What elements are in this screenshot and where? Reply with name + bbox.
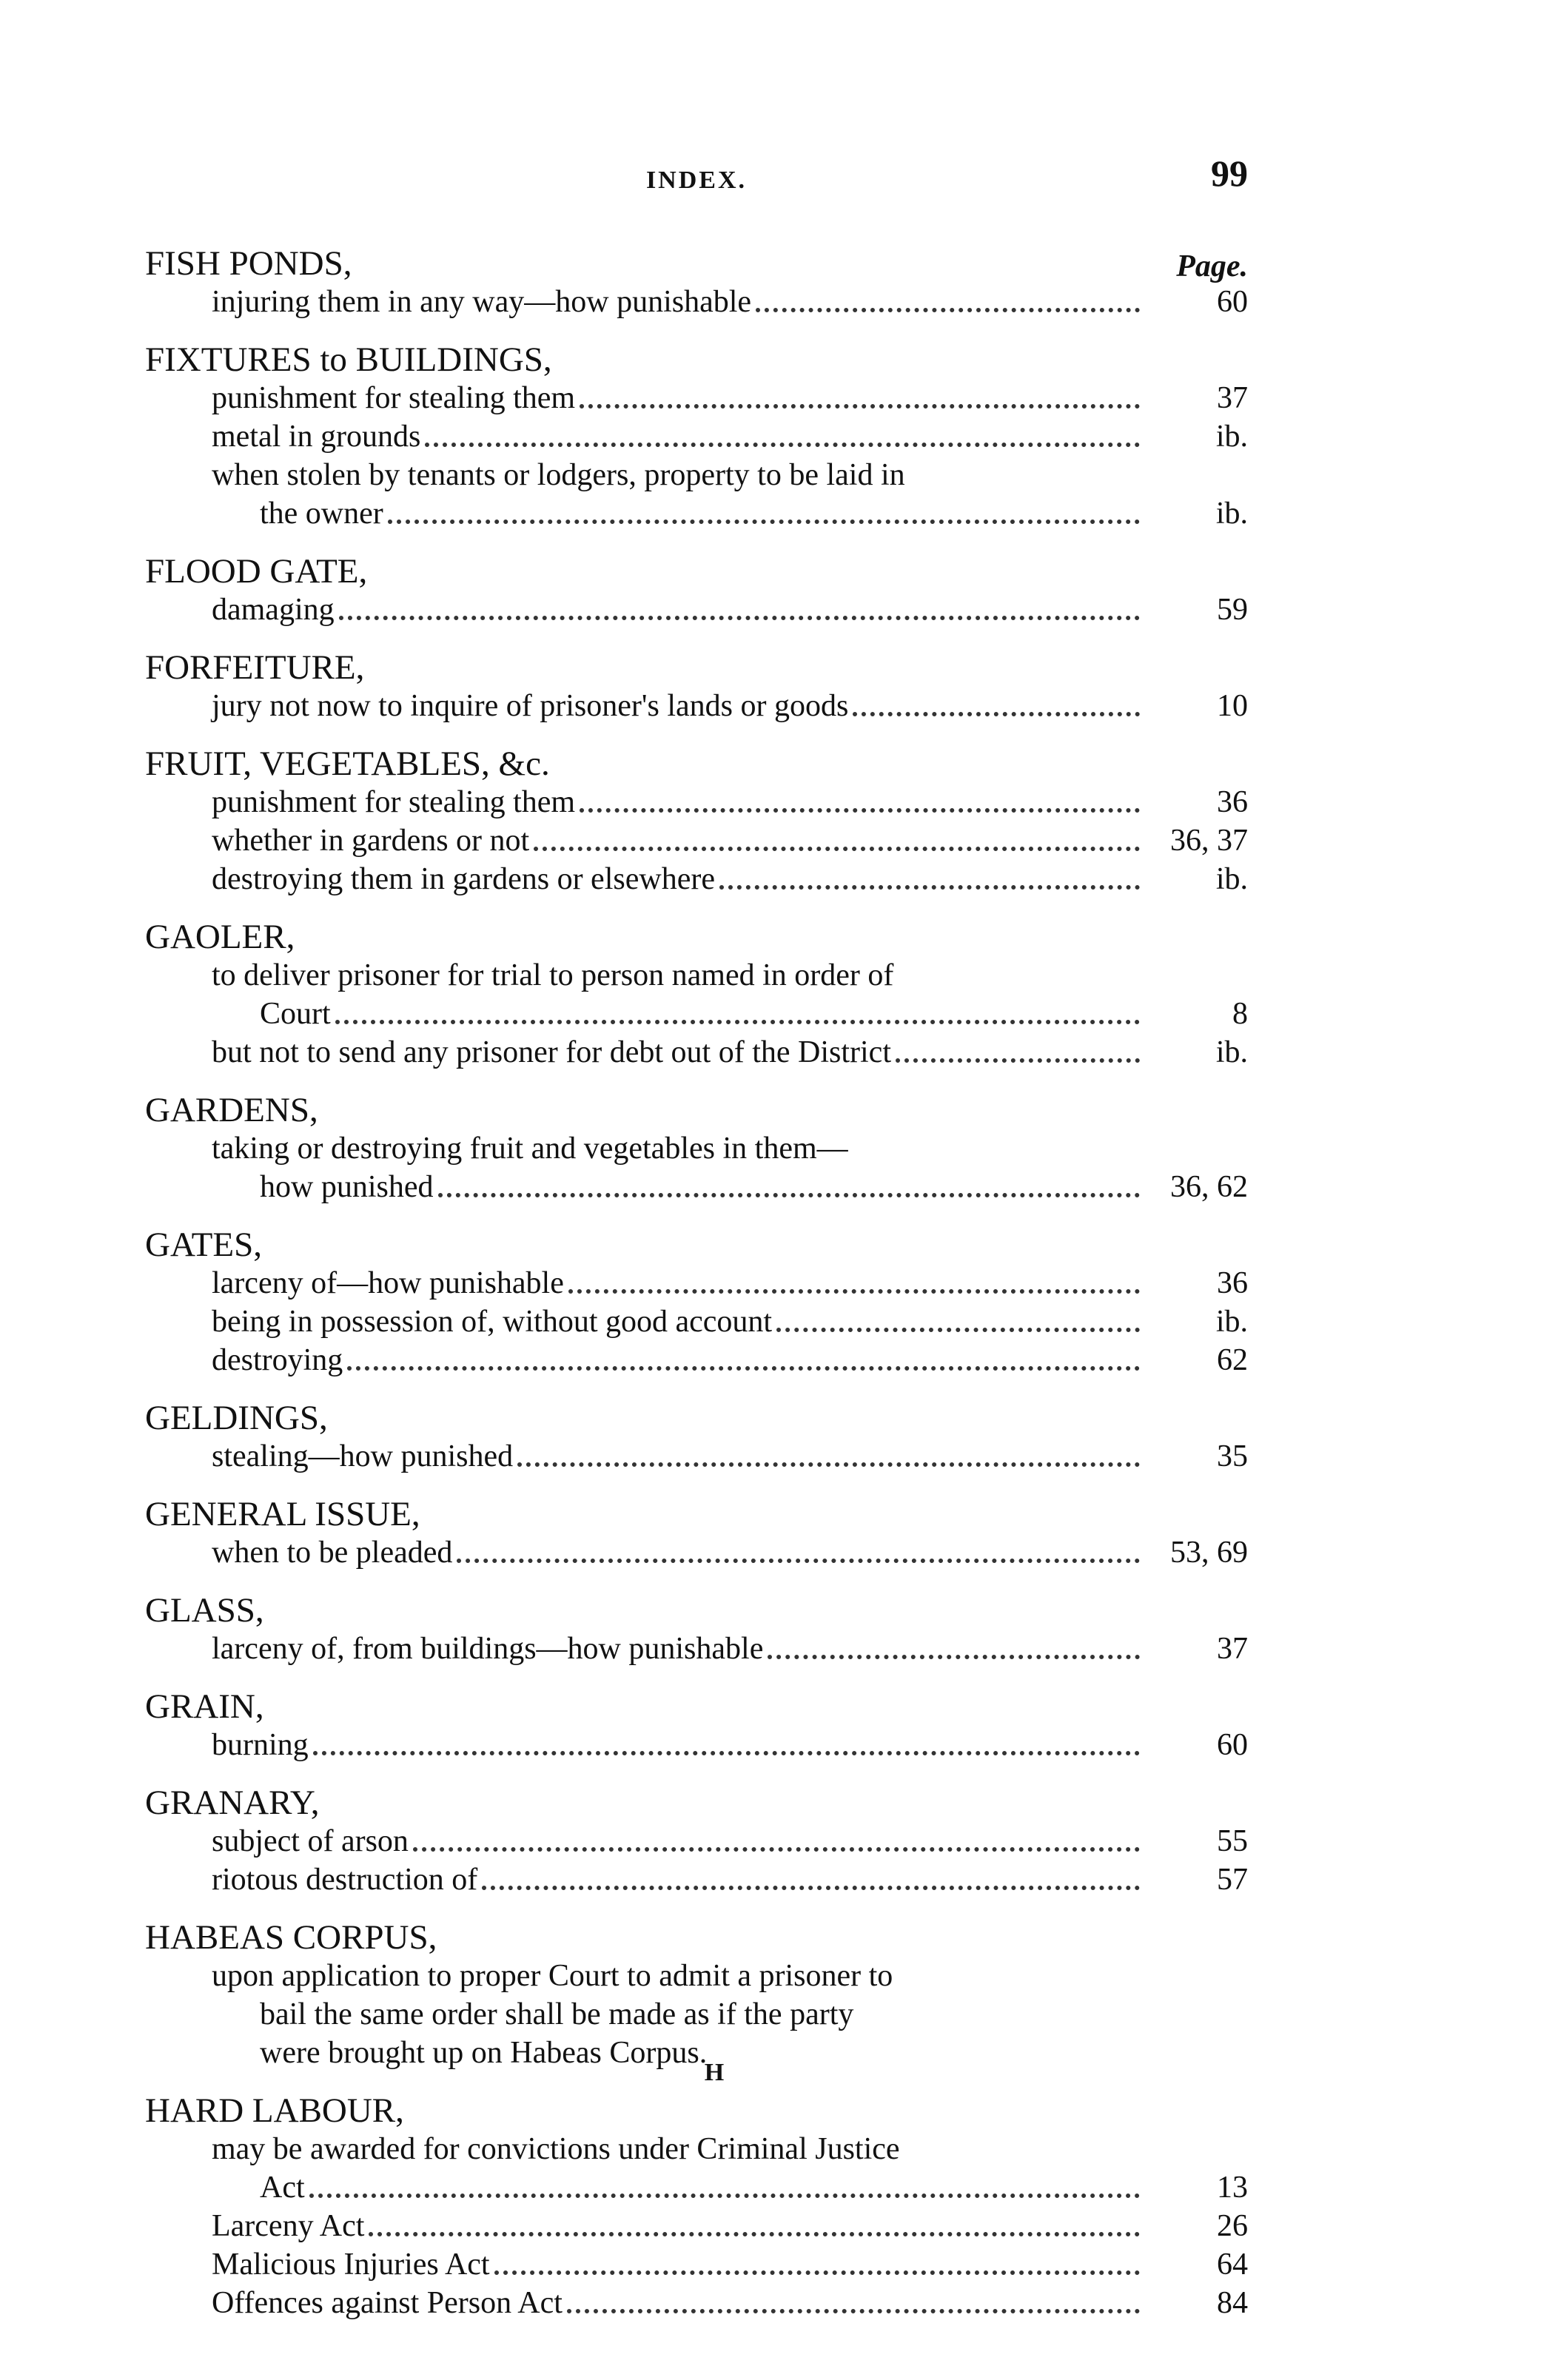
entry-heading-text: GENERAL ISSUE, [145,1495,420,1533]
entry-page-ref: ib. [1215,1305,1248,1339]
entry-heading [145,648,1248,687]
entry-text: injuring them in any way—how punishable [212,285,752,319]
dot-leader [580,398,1140,409]
entry-text: larceny of, from buildings—how punishable [212,1632,764,1666]
entry-subline [145,995,1248,1033]
entry-page-ref: 36 [1217,785,1248,819]
entry-spacer [145,1899,1248,1918]
entry-subline [145,1437,1248,1476]
entry-page-ref: 60 [1217,285,1248,319]
entry-subline [145,1726,1248,1764]
entry-subline [145,2168,1248,2207]
entry-heading [145,1399,1248,1437]
entry-text: burning [212,1728,309,1762]
entry-text: destroying [212,1343,343,1377]
dot-leader [567,2303,1140,2313]
entry-spacer [145,533,1248,552]
entry-page-ref: ib. [1215,1035,1248,1069]
entry-page-ref: 36 [1217,1266,1248,1300]
entry-subline [145,417,1248,456]
entry-text: whether in gardens or not [212,824,530,858]
entry-heading-text: GRANARY, [145,1784,320,1822]
entry-heading [145,744,1248,783]
entry-subline [145,2245,1248,2284]
dot-leader [457,1553,1140,1563]
entry-page-ref: ib. [1215,420,1248,454]
entry-text: Malicious Injuries Act [212,2248,490,2282]
dot-leader [388,514,1140,524]
entry-spacer [145,1764,1248,1784]
index-entry [145,1495,1248,1572]
entry-heading-text: GLASS, [145,1591,264,1630]
dot-leader [347,1360,1140,1371]
entry-heading [145,918,1248,956]
entry-spacer [145,1668,1248,1687]
entry-subline [145,783,1248,821]
entry-page-ref: 64 [1217,2248,1248,2282]
entry-heading-text: FIXTURES to BUILDINGS, [145,340,552,379]
entry-subline [145,1860,1248,1899]
entry-page-ref: 13 [1217,2171,1248,2205]
entry-text: being in possession of, without good account [212,1305,773,1339]
entry-text: stealing—how punished [212,1439,514,1473]
entry-subline [145,1168,1248,1206]
dot-leader [776,1322,1140,1332]
entry-heading [145,2091,1248,2130]
entry-subline [145,1264,1248,1302]
entry-text: the owner [260,497,383,531]
entry-heading [145,1784,1248,1822]
entry-heading-text: HABEAS CORPUS, [145,1918,437,1957]
entry-page-ref: 26 [1217,2209,1248,2243]
entry-heading-text: HARD LABOUR, [145,2091,404,2130]
entry-text: punishment for stealing them [212,785,576,819]
dot-leader [494,2265,1140,2275]
index-entry [145,648,1248,725]
entry-page-ref: 84 [1217,2286,1248,2320]
entry-page-ref: 55 [1217,1824,1248,1858]
dot-leader [339,610,1140,620]
index-entry [145,2091,1248,2322]
entry-heading-text: GATES, [145,1226,262,1264]
entry-page-ref: 35 [1217,1439,1248,1473]
dot-leader [438,1187,1141,1197]
index-entry [145,1687,1248,1764]
index-entry [145,552,1248,629]
running-title: INDEX. [645,167,748,194]
entry-subline [145,1533,1248,1572]
entry-heading-text: FISH PONDS, [145,244,352,283]
entry-text: metal in grounds [212,420,421,454]
entry-heading-text: FRUIT, VEGETABLES, &c. [145,744,550,783]
entry-spacer [145,1206,1248,1226]
page-column-label: Page. [1176,249,1248,283]
entry-page-ref: 10 [1217,689,1248,723]
entry-heading [145,244,1248,283]
entry-subline [145,379,1248,417]
entry-page-ref: ib. [1215,862,1248,896]
entry-heading [145,340,1248,379]
entry-page-ref: 60 [1217,1728,1248,1762]
index-entry [145,1918,1248,2072]
entry-subline: taking or destroying fruit and vegetables in them— [212,1132,848,1166]
entry-subline: may be awarded for convictions under Criminal Justice [212,2132,900,2166]
entry-page-ref: ib. [1215,497,1248,531]
entry-page-ref: 37 [1217,1632,1248,1666]
entry-heading [145,1091,1248,1129]
entry-subline [145,1630,1248,1668]
entry-text: but not to send any prisoner for debt out of the District [212,1035,891,1069]
entry-subline: when stolen by tenants or lodgers, property to be laid in [212,458,905,492]
dot-leader [425,437,1140,447]
entry-heading [145,552,1248,591]
entry-subline [145,2207,1248,2245]
entry-heading-text: GAOLER, [145,918,295,956]
dot-leader [313,1745,1140,1755]
entry-heading-text: GELDINGS, [145,1399,328,1437]
page-number: 99 [1211,152,1248,194]
entry-subline [145,494,1248,533]
entry-text: when to be pleaded [212,1536,453,1570]
entry-heading [145,1687,1248,1726]
index-entry [145,1091,1248,1206]
entry-subline: upon application to proper Court to admit a prisoner to [212,1959,893,1993]
dot-leader [756,302,1140,312]
entry-spacer [145,1072,1248,1091]
index-entry [145,918,1248,1072]
entry-heading [145,1226,1248,1264]
index-entry [145,1226,1248,1379]
entry-text: destroying them in gardens or elsewhere [212,862,715,896]
entry-subline [145,687,1248,725]
entry-text: riotous destruction of [212,1863,478,1897]
entry-heading-text: GARDENS, [145,1091,318,1129]
page-header [145,152,1248,204]
entry-heading [145,1918,1248,1957]
index-entry [145,1784,1248,1899]
entry-subline [145,860,1248,898]
entry-text: subject of arson [212,1824,409,1858]
entry-page-ref: 57 [1217,1863,1248,1897]
entry-page-ref: 59 [1217,593,1248,627]
entry-subline [145,1302,1248,1341]
index-entry [145,244,1248,321]
entry-subline [145,1341,1248,1379]
dot-leader [719,879,1140,890]
entry-page-ref: 53, 69 [1170,1536,1248,1570]
index-entry [145,1591,1248,1668]
dot-leader [335,1014,1140,1024]
entry-page-ref: 36, 37 [1170,824,1248,858]
entry-page-ref: 8 [1232,997,1248,1031]
dot-leader [309,2188,1140,2198]
entry-subline: bail the same order shall be made as if the party [260,1997,854,2031]
entry-spacer [145,321,1248,340]
entry-spacer [145,1476,1248,1495]
entry-spacer [145,1572,1248,1591]
entry-spacer [145,629,1248,648]
index-entry [145,340,1248,533]
entry-subline [145,283,1248,321]
entry-text: jury not now to inquire of prisoner's lands or goods [212,689,849,723]
index-entry [145,1399,1248,1476]
dot-leader [413,1841,1140,1852]
entry-heading [145,1591,1248,1630]
entry-subline [145,591,1248,629]
entry-text: Larceny Act [212,2209,365,2243]
entry-text: how punished [260,1170,434,1204]
dot-leader [568,1283,1140,1294]
index-entry [145,744,1248,898]
dot-leader [853,706,1140,716]
entry-heading [145,1495,1248,1533]
index-list [145,244,1248,2322]
entry-subline [145,1033,1248,1072]
entry-heading-text: FORFEITURE, [145,648,365,687]
entry-subline [145,821,1248,860]
dot-leader [482,1880,1140,1890]
dot-leader [369,2226,1140,2236]
dot-leader [768,1649,1140,1659]
dot-leader [517,1456,1140,1467]
entry-spacer [145,898,1248,918]
entry-text: Court [260,997,331,1031]
entry-page-ref: 36, 62 [1170,1170,1248,1204]
entry-subline [145,1822,1248,1860]
entry-page-ref: 62 [1217,1343,1248,1377]
entry-heading-text: FLOOD GATE, [145,552,368,591]
dot-leader [896,1052,1140,1063]
entry-text: punishment for stealing them [212,381,576,415]
entry-spacer [145,1379,1248,1399]
entry-spacer [145,725,1248,744]
dot-leader [534,841,1140,851]
entry-subline: to deliver prisoner for trial to person named in order of [212,958,894,992]
dot-leader [580,802,1140,813]
entry-text: Act [260,2171,305,2205]
entry-text: larceny of—how punishable [212,1266,564,1300]
entry-subline: were brought up on Habeas Corpus. [260,2036,708,2070]
entry-page-ref: 37 [1217,381,1248,415]
entry-text: damaging [212,593,335,627]
entry-text: Offences against Person Act [212,2286,563,2320]
signature-mark: H [704,2059,725,2086]
entry-heading-text: GRAIN, [145,1687,264,1726]
entry-subline [145,2284,1248,2322]
